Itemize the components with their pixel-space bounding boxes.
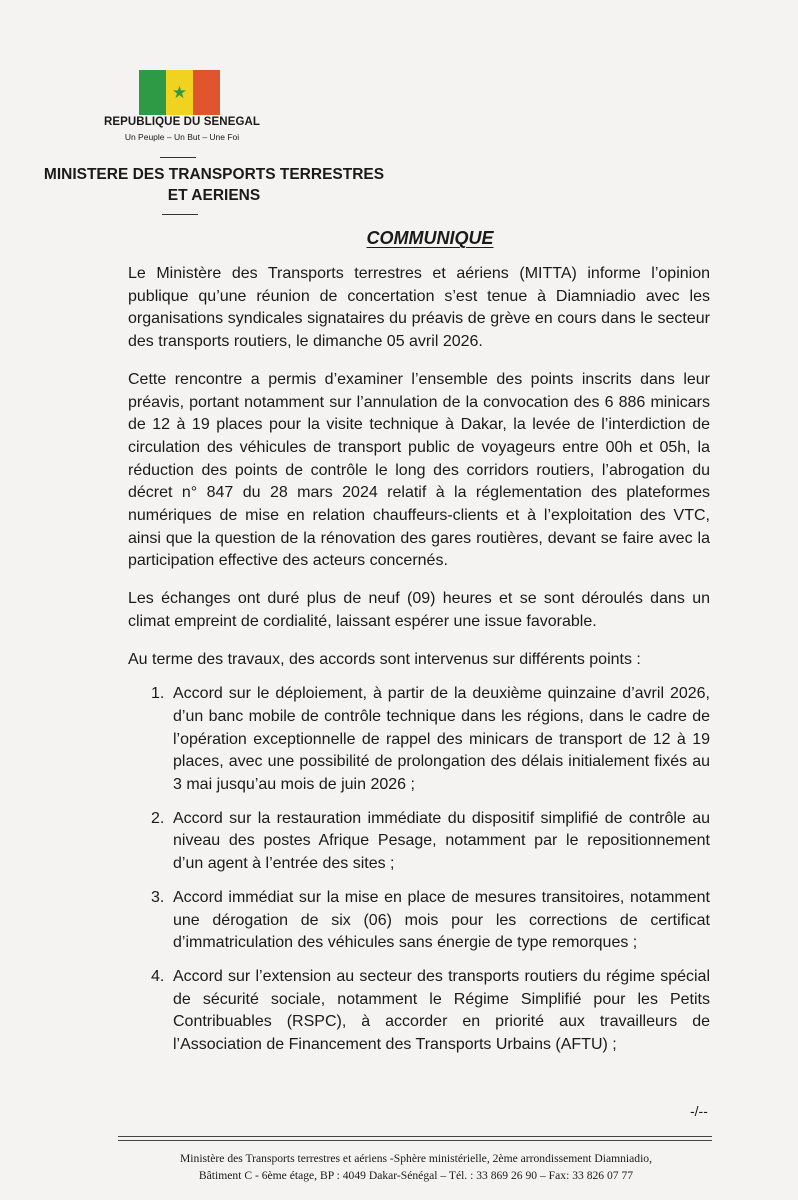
paragraph-3: Les échanges ont duré plus de neuf (09) heures et se sont déroulés dans un climat empreint de cordialité, laissant espérer une issue favorable. bbox=[128, 590, 710, 630]
list-item-text: Accord sur la restauration immédiate du dispositif simplifié de contrôle au niveau des postes Afrique Pesage, notamment par le repositionnement d’un agent à l’entrée des sites ; bbox=[173, 809, 710, 873]
header-divider-bottom bbox=[162, 214, 198, 215]
list-item bbox=[128, 683, 710, 797]
footer-address bbox=[110, 1150, 722, 1184]
list-item-text: Accord immédiat sur la mise en place de mesures transitoires, notamment une dérogation de six (06) mois pour les corrections de certificat d’immatriculation des véhicules sans énergie de type remorques ; bbox=[173, 888, 710, 952]
ministry-heading bbox=[38, 164, 390, 206]
list-item-number: 2. bbox=[151, 809, 165, 827]
document-body bbox=[128, 263, 710, 1068]
paragraph-1: Le Ministère des Transports terrestres et aériens (MITTA) informe l’opinion publique qu’une réunion de concertation s’est tenue à Diamniadio avec les organisations syndicales signataires du préavis de grève en cours dans le secteur des transports routiers, le dimanche 05 avril 2026. bbox=[128, 265, 710, 351]
ministry-line-1: MINISTERE DES TRANSPORTS TERRESTRES bbox=[43, 166, 385, 183]
footer-line-1: Ministère des Transports terrestres et aériens -Sphère ministérielle, 2ème arrondissement Diamniadio, bbox=[180, 1152, 652, 1165]
footer-divider-secondary bbox=[118, 1140, 712, 1141]
list-item-number: 3. bbox=[151, 888, 165, 906]
agreements-list bbox=[128, 683, 710, 1057]
national-motto: Un Peuple – Un But – Une Foi bbox=[124, 132, 240, 142]
flag-red-band bbox=[193, 70, 220, 115]
flag-star-icon: ★ bbox=[171, 82, 188, 102]
republic-heading: REPUBLIQUE DU SENEGAL bbox=[103, 116, 261, 128]
footer-line-2: Bâtiment C - 6ème étage, BP : 4049 Dakar-Sénégal – Tél. : 33 869 26 90 – Fax: 33 826 07 77 bbox=[198, 1169, 634, 1182]
header-divider-top bbox=[160, 157, 196, 158]
page-continuation-mark: -/-- bbox=[690, 1103, 708, 1119]
agreements-intro: Au terme des travaux, des accords sont intervenus sur différents points : bbox=[128, 650, 641, 668]
flag-yellow-band bbox=[166, 70, 193, 115]
list-item bbox=[128, 966, 710, 1057]
senegal-flag bbox=[139, 70, 220, 115]
document-title: COMMUNIQUE bbox=[366, 228, 494, 248]
paragraph-2: Cette rencontre a permis d’examiner l’ensemble des points inscrits dans leur préavis, portant notamment sur l’annulation de la convocation des 6 886 minicars de 12 à 19 places pour la visite technique à Dakar, la levée de l’interdiction de circulation des véhicules de transport public de voyageurs entre 00h et 05h, la réduction des points de contrôle le long des corridors routiers, l’abrogation du décret n° 847 du 28 mars 2024 relatif à la réglementation des plateformes numériques de mise en relation chauffeurs-clients et à l’exploitation des VTC, ainsi que la question de la rénovation des gares routières, devant se faire avec la participation effective des acteurs concernés. bbox=[128, 370, 710, 570]
list-item-number: 4. bbox=[151, 967, 165, 985]
footer-divider bbox=[118, 1136, 712, 1137]
list-item-number: 1. bbox=[151, 685, 165, 703]
list-item bbox=[128, 887, 710, 955]
list-item bbox=[128, 808, 710, 876]
list-item-text: Accord sur l’extension au secteur des transports routiers du régime spécial de sécurité sociale, notamment le Régime Simplifié pour les Petits Contribuables (RSPC), à accorder en priorité aux travailleurs de l’Association de Financement des Transports Urbains (AFTU) ; bbox=[173, 967, 710, 1054]
flag-green-band bbox=[139, 70, 166, 115]
ministry-line-2: ET AERIENS bbox=[167, 187, 261, 204]
list-item-text: Accord sur le déploiement, à partir de la deuxième quinzaine d’avril 2026, d’un banc mobile de contrôle technique dans les régions, dans le cadre de l’opération exceptionnelle de rappel des minicars de transport de 12 à 19 places, avec une possibilité de prolongation des délais initialement fixés au 3 mai jusqu’au mois de juin 2026 ; bbox=[173, 685, 710, 794]
